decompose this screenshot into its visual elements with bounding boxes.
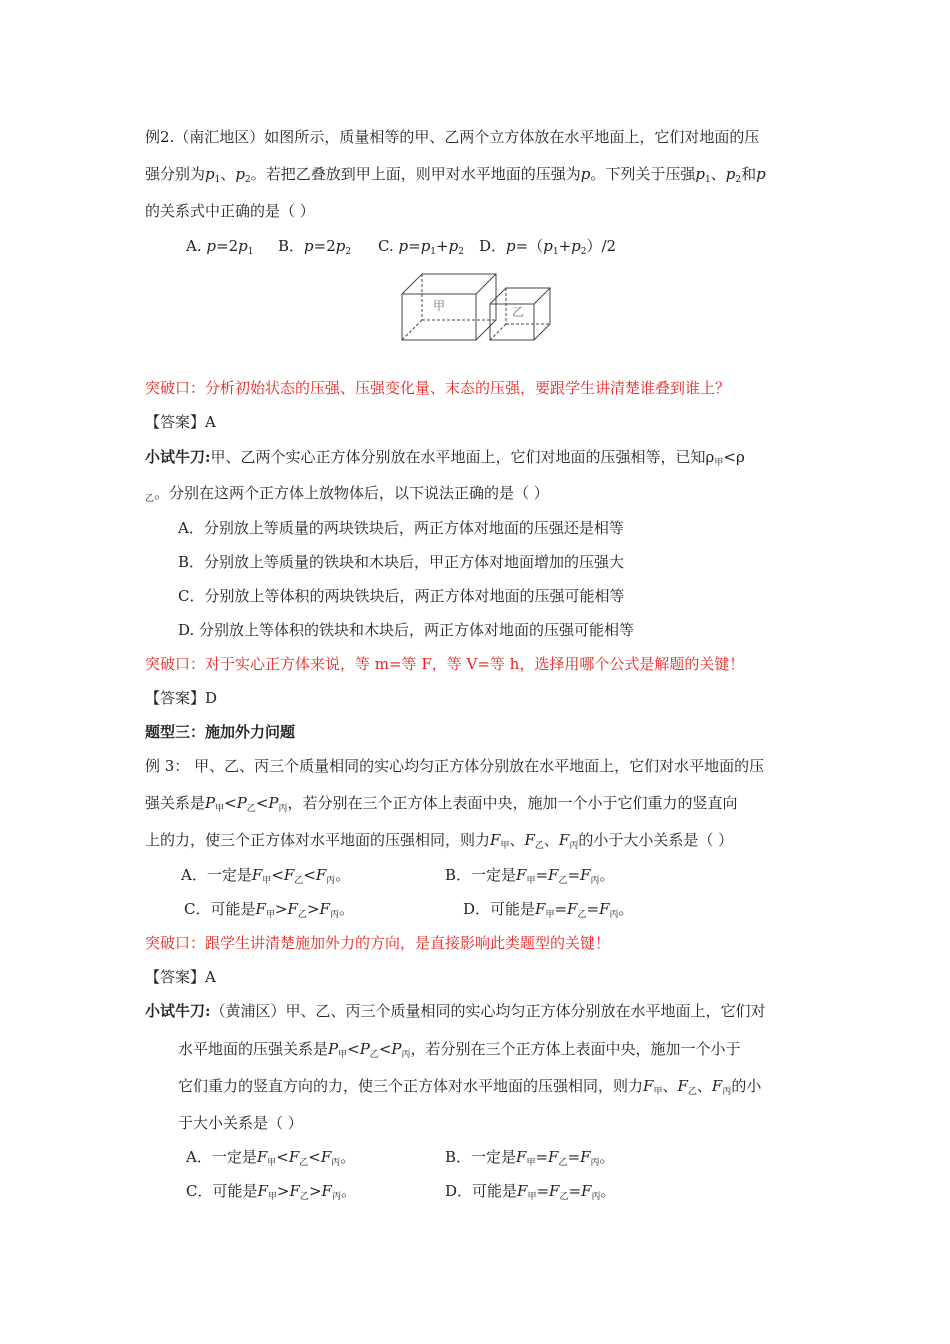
- cube-jia-label: 甲: [433, 299, 446, 313]
- ex3-option-d: D．可能是$F_甲=F_乙=F_丙$。: [463, 900, 634, 920]
- try1-answer: 【答案】D: [145, 689, 218, 707]
- try1-hint: 突破口：对于实心正方体来说，等 m=等 F，等 V=等 h，选择用哪个公式是解题的关键！: [145, 655, 745, 673]
- try1-option-a: A．分别放上等质量的两块铁块后，两正方体对地面的压强还是相等: [178, 519, 624, 537]
- try2-line1: 小试牛刀:（黄浦区）甲、乙、丙三个质量相同的实心均匀正方体分别放在水平地面上，它们对: [145, 1002, 766, 1020]
- ex2-option-b: B．$p=2p_2$: [278, 237, 352, 257]
- try2-line4: 于大小关系是（ ）: [178, 1114, 303, 1132]
- try1-option-b: B．分别放上等质量的铁块和木块后，甲正方体对地面增加的压强大: [178, 553, 625, 571]
- ex2-line3: 的关系式中正确的是（ ）: [145, 202, 315, 220]
- try2-option-d: D．可能是$F_甲=F_乙=F_丙$。: [445, 1182, 616, 1202]
- try2-option-c: C．可能是$F_甲>F_乙>F_丙$。: [186, 1182, 356, 1202]
- ex3-line3: 上的力，使三个正方体对水平地面的压强相同，则力$F_甲$、$F_乙$、$F_丙$的小于大小关系是（ ）: [145, 831, 734, 851]
- try1-line2: $_乙$。分别在这两个正方体上放物体后，以下说法正确的是（ ）: [145, 484, 549, 504]
- ex3-option-c: C．可能是$F_甲>F_乙>F_丙$。: [184, 900, 354, 920]
- try2-line2: 水平地面的压强关系是$P_甲<P_乙<P_丙$，若分别在三个正方体上表面中央，施加一个小于: [178, 1040, 741, 1060]
- cube-yi-label: 乙: [512, 305, 525, 319]
- try2-option-b: B．一定是$F_甲=F_乙=F_丙$。: [445, 1148, 615, 1168]
- ex3-hint: 突破口：跟学生讲清楚施加外力的方向，是直接影响此类题型的关键！: [145, 934, 611, 952]
- cube-yi: [490, 288, 550, 340]
- ex3-line2: 强关系是$P_甲<P_乙<P_丙$，若分别在三个正方体上表面中央，施加一个小于它们重力的竖直向: [145, 794, 738, 814]
- ex2-option-c: C. $p=p_1+p_2$: [378, 237, 464, 257]
- cubes-figure: [398, 270, 554, 344]
- ex3-option-b: B．一定是$F_甲=F_乙=F_丙$。: [445, 866, 615, 886]
- ex2-option-d: D．$p=(p_1+p_2)/2$: [479, 237, 617, 257]
- ex2-answer: 【答案】A: [145, 413, 216, 431]
- try1-option-d: D. 分别放上等体积的铁块和木块后，两正方体对地面的压强可能相等: [178, 621, 635, 639]
- try1-line1: 小试牛刀:甲、乙两个实心正方体分别放在水平地面上，它们对地面的压强相等，已知$\rho_甲<\rho$: [145, 448, 745, 468]
- ex3-answer: 【答案】A: [145, 968, 216, 986]
- ex2-hint: 突破口：分析初始状态的压强、压强变化量、末态的压强，要跟学生讲清楚谁叠到谁上？: [145, 379, 731, 397]
- ex2-line1: 例2.（南汇地区）如图所示，质量相等的甲、乙两个立方体放在水平地面上，它们对地面的压: [145, 128, 760, 146]
- ex3-option-a: A．一定是$F_甲<F_乙<F_丙$。: [181, 866, 351, 886]
- try2-line3: 它们重力的竖直方向的力，使三个正方体对水平地面的压强相同，则力$F_甲$、$F_乙$、$F_丙$的小: [178, 1077, 762, 1097]
- try2-option-a: A．一定是$F_甲<F_乙<F_丙$。: [186, 1148, 356, 1168]
- cube-jia: [402, 274, 496, 340]
- ex2-option-a: A. $p=2p_1$: [186, 237, 254, 257]
- ex2-line2: 强分别为$p_1$、$p_2$。若把乙叠放到甲上面，则甲对水平地面的压强为p。下列关于压强$p_1$、$p_2$和p: [145, 165, 766, 185]
- try1-option-c: C．分别放上等体积的两块铁块后，两正方体对地面的压强可能相等: [178, 587, 625, 605]
- type3-heading: 题型三：施加外力问题: [145, 723, 296, 741]
- ex3-line1: 例 3： 甲、乙、丙三个质量相同的实心均匀正方体分别放在水平地面上，它们对水平地面的压: [145, 757, 765, 775]
